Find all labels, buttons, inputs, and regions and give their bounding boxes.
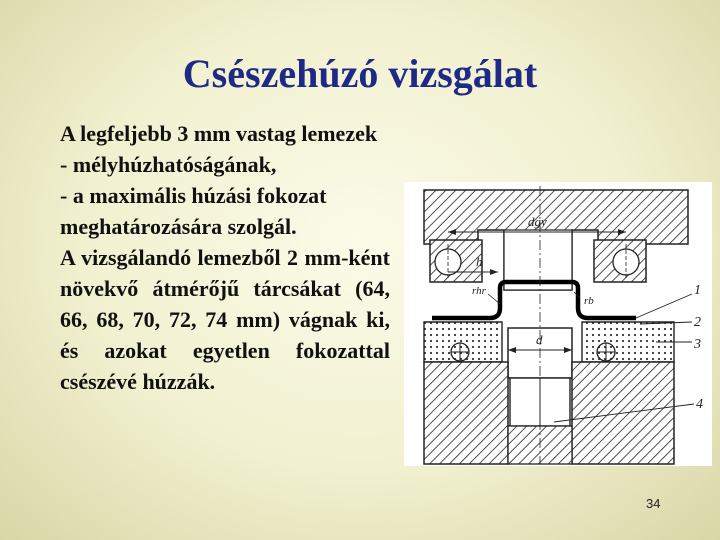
label-d: d [536,332,543,347]
test-description-paragraph: A vizsgálandó lemezből 2 mm-ként növekvő átmérőjű tárcsákat (64, 66, 68, 70, 72, 74 mm) vágnak ki, és azokat egyetlen fokozattal csészévé húzzák. [60,245,390,394]
label-part-1: 1 [694,283,701,298]
label-r-hr: rhr [472,285,486,297]
bullet-max-drawing-stage: - a maximális húzási fokozat meghatározására szolgál. [60,183,327,239]
cup-drawing-tool-diagram [404,182,712,466]
label-h: h [476,254,483,269]
slide-body [60,118,390,397]
page-number: 34 [646,496,661,511]
base-plate-left [424,362,508,464]
label-dgy: dgy [528,214,547,229]
label-part-2: 2 [694,315,701,330]
label-part-3: 3 [694,337,701,352]
label-part-4: 4 [696,397,703,412]
intro-paragraph: A legfeljebb 3 mm vastag lemezek [60,121,378,146]
slide-title: Csészehúzó vizsgálat [182,51,538,96]
bullet-deep-drawability: - mélyhúzhatóságának, [60,152,277,177]
label-r-b: rb [584,295,594,307]
